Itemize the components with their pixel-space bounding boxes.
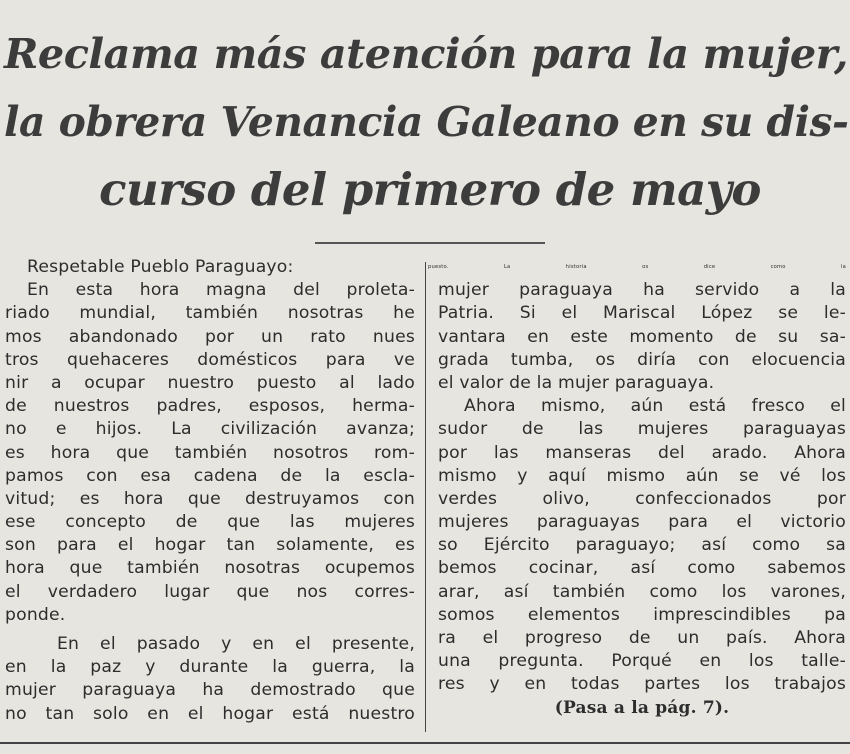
text-line: ponde. bbox=[5, 604, 66, 625]
text-line: ra el progreso de un país. Ahora bbox=[438, 628, 846, 648]
text-line: mujeres paraguayas para el victorio bbox=[438, 512, 846, 533]
text-line: en la paz y durante la guerra, la bbox=[5, 657, 415, 678]
text-line: mujer paraguaya ha demostrado que bbox=[5, 680, 415, 701]
text-line: mujer paraguaya ha servido a la bbox=[438, 280, 846, 301]
text-line: tros quehaceres domésticos para ve bbox=[5, 349, 415, 370]
text-line: Ahora mismo, aún está fresco el bbox=[464, 396, 846, 417]
text-line: pamos con esa cadena de la escla- bbox=[5, 465, 415, 486]
text-line: En el pasado y en el presente, bbox=[57, 634, 415, 654]
text-line: bemos cocinar, así como sabemos bbox=[438, 558, 846, 579]
text-line: sudor de las mujeres paraguayas bbox=[438, 419, 846, 440]
text-line: vitud; es hora que destruyamos con bbox=[5, 488, 415, 509]
text-line: nir a ocupar nuestro puesto al lado bbox=[5, 372, 415, 393]
text-line: no e hijos. La civilización avanza; bbox=[5, 419, 415, 440]
text-line: una pregunta. Porqué en los talle- bbox=[438, 651, 846, 672]
headline-divider-rule bbox=[315, 242, 545, 244]
text-line: so Ejército paraguayo; así como sa bbox=[438, 535, 846, 556]
text-line: es hora que también nosotros rom- bbox=[5, 442, 415, 463]
bottom-rule bbox=[0, 742, 850, 744]
article-headline bbox=[0, 20, 850, 224]
article-column-right bbox=[428, 256, 846, 720]
text-line: mismo y aquí mismo aún se vé los bbox=[438, 465, 846, 486]
text-line: el valor de la mujer paraguaya. bbox=[438, 372, 715, 393]
text-line: somos elementos imprescindibles pa bbox=[438, 604, 846, 625]
text-line: vantara en este momento de su sa- bbox=[438, 326, 846, 347]
column-divider bbox=[425, 262, 426, 732]
text-line: En esta hora magna del proleta- bbox=[27, 280, 415, 301]
headline-line-2: la obrera Venancia Galeano en su dis- bbox=[4, 98, 849, 146]
text-line: Patria. Si el Mariscal López se le- bbox=[438, 303, 846, 324]
continuation-note: (Pasa a la pág. 7). bbox=[554, 697, 730, 718]
text-line: res y en todas partes los trabajos bbox=[438, 674, 846, 695]
headline-line-3: curso del primero de mayo bbox=[99, 163, 761, 216]
text-line: puesto. La historia os dice como la bbox=[428, 264, 846, 270]
text-line: riado mundial, también nosotras he bbox=[5, 303, 415, 324]
text-line: son para el hogar tan solamente, es bbox=[5, 535, 415, 556]
text-line: ese concepto de que las mujeres bbox=[5, 512, 415, 533]
text-line: Respetable Pueblo Paraguayo: bbox=[27, 257, 294, 277]
headline-line-1: Reclama más atención para la mujer, bbox=[4, 29, 848, 78]
text-line: de nuestros padres, esposos, herma- bbox=[5, 396, 415, 417]
text-line: grada tumba, os diría con elocuencia bbox=[438, 349, 846, 370]
text-line: no tan solo en el hogar está nuestro bbox=[5, 703, 415, 724]
text-line: mos abandonado por un rato nues bbox=[5, 326, 415, 347]
text-line: arar, así también como los varones, bbox=[438, 581, 846, 602]
article-column-left bbox=[5, 256, 415, 726]
text-line: el verdadero lugar que nos corres- bbox=[5, 581, 415, 602]
text-line: por las manseras del arado. Ahora bbox=[438, 442, 846, 463]
text-line: verdes olivo, confeccionados por bbox=[438, 488, 846, 509]
text-line: hora que también nosotras ocupemos bbox=[5, 558, 415, 579]
